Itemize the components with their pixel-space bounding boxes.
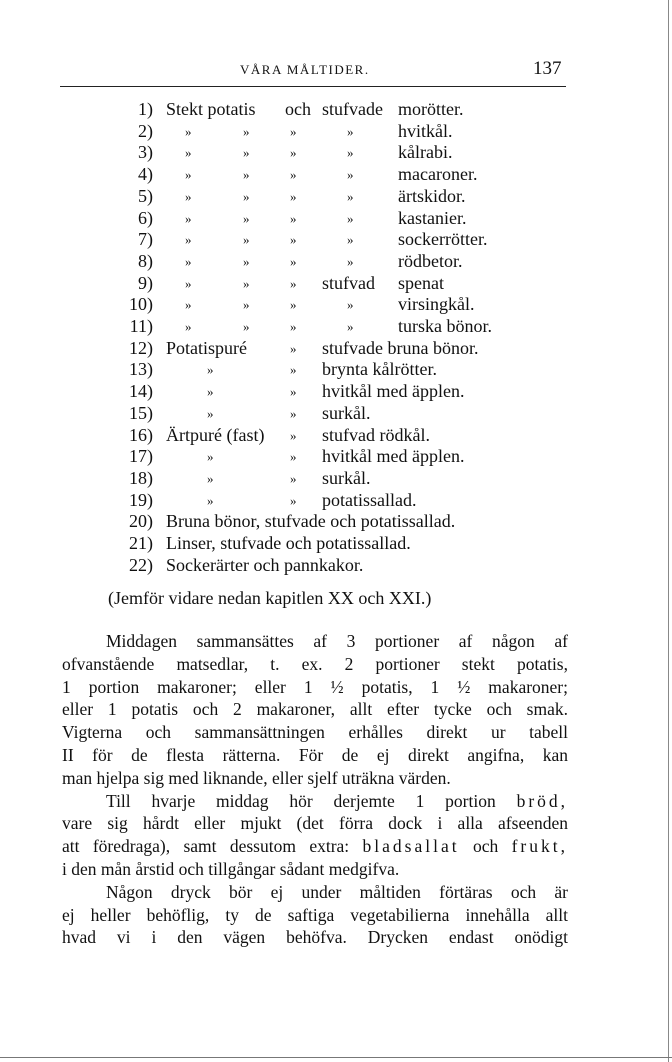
ditto-mark: » bbox=[290, 427, 297, 443]
ditto-mark: » bbox=[207, 362, 214, 378]
page-number: 137 bbox=[533, 58, 562, 79]
item-vegetable: turska bönor. bbox=[398, 316, 492, 336]
menu-item bbox=[0, 229, 672, 251]
footnote: (Jemför vidare nedan kapitlen XX och XXI.) bbox=[108, 588, 432, 608]
ditto-mark: » bbox=[347, 188, 354, 204]
menu-item bbox=[0, 338, 672, 360]
ditto-mark: » bbox=[290, 340, 297, 356]
item-number: 14) bbox=[129, 381, 153, 402]
menu-item bbox=[0, 490, 672, 512]
menu-item bbox=[0, 381, 672, 403]
item-number: 3) bbox=[138, 142, 153, 163]
item-side: potatissallad. bbox=[322, 489, 417, 510]
item-number: 7) bbox=[138, 229, 153, 250]
emphasized-word: bröd, bbox=[516, 790, 569, 811]
menu-item bbox=[0, 99, 672, 121]
ditto-mark: » bbox=[185, 167, 192, 183]
item-number: 4) bbox=[138, 164, 153, 185]
item-number: 9) bbox=[138, 272, 153, 293]
item-side: brynta kålrötter. bbox=[322, 359, 437, 380]
item-text: Linser, stufvade och potatissallad. bbox=[166, 533, 411, 553]
ditto-mark: » bbox=[243, 145, 250, 161]
paragraph-2 bbox=[62, 790, 568, 881]
item-number: 22) bbox=[129, 554, 153, 575]
item-number: 1) bbox=[138, 99, 153, 119]
paragraph-line: Någon dryck bör ej under måltiden förtäras och är bbox=[106, 881, 568, 902]
text-run: att föredraga), samt dessutom extra: bbox=[62, 836, 350, 857]
ditto-mark: » bbox=[243, 123, 250, 139]
ditto-mark: » bbox=[290, 362, 297, 378]
ditto-mark: » bbox=[347, 167, 354, 183]
ditto-mark: » bbox=[243, 275, 250, 291]
item-vegetable: macaroner. bbox=[398, 164, 478, 185]
ditto-mark: » bbox=[290, 210, 297, 226]
ditto-mark: » bbox=[207, 384, 214, 400]
item-number: 10) bbox=[129, 294, 153, 315]
item-number: 5) bbox=[138, 185, 153, 206]
ditto-mark: » bbox=[347, 210, 354, 226]
item-number: 12) bbox=[129, 337, 153, 358]
ditto-mark: » bbox=[185, 253, 192, 269]
menu-item bbox=[0, 208, 672, 230]
paragraph-line: vare sig hårdt eller mjukt (det förra dock i alla afseenden bbox=[62, 813, 568, 834]
paragraph-1 bbox=[62, 630, 568, 790]
ditto-mark: » bbox=[347, 253, 354, 269]
ditto-mark: » bbox=[290, 405, 297, 421]
item-number: 15) bbox=[129, 402, 153, 423]
item-number: 17) bbox=[129, 446, 153, 467]
ditto-mark: » bbox=[290, 470, 297, 486]
text-run: Till hvarje middag hör derjemte 1 portion bbox=[106, 790, 496, 811]
ditto-mark: » bbox=[290, 253, 297, 269]
item-side: surkål. bbox=[322, 467, 371, 488]
item-text: Sockerärter och pannkakor. bbox=[166, 554, 364, 575]
ditto-mark: » bbox=[243, 253, 250, 269]
ditto-mark: » bbox=[207, 470, 214, 486]
ditto-mark: » bbox=[347, 232, 354, 248]
item-vegetable: kålrabi. bbox=[398, 142, 453, 163]
ditto-mark: » bbox=[290, 167, 297, 183]
paragraph-line: Middagen sammansättes af 3 portioner af någon af bbox=[106, 631, 568, 651]
menu-item bbox=[0, 316, 672, 338]
ditto-mark: » bbox=[290, 297, 297, 313]
item-side: hvitkål med äpplen. bbox=[322, 381, 465, 402]
menu-item bbox=[0, 142, 672, 164]
paragraph-line: ej heller behöflig, ty de saftiga vegetabilierna innehålla allt bbox=[62, 904, 568, 925]
paragraph-line: ofvanstående matsedlar, t. ex. 2 portioner stekt potatis, bbox=[62, 653, 568, 674]
menu-item bbox=[0, 273, 672, 295]
menu-item bbox=[0, 555, 672, 577]
ditto-mark: » bbox=[290, 384, 297, 400]
item-number: 16) bbox=[129, 424, 153, 445]
menu-item bbox=[0, 425, 672, 447]
paragraph-3 bbox=[62, 881, 568, 949]
item-side: hvitkål med äpplen. bbox=[322, 446, 465, 467]
paragraph-line: i den mån årstid och tillgångar sådant medgifva. bbox=[62, 858, 400, 879]
menu-item bbox=[0, 121, 672, 143]
item-number: 11) bbox=[129, 316, 153, 336]
paragraph-line: 1 portion makaroner; eller 1 ½ potatis, 1 ½ makaroner; bbox=[62, 676, 568, 697]
paragraph-line: hvad vi i den vägen behöfva. Drycken endast onödigt bbox=[62, 927, 568, 948]
item-side: surkål. bbox=[322, 402, 371, 423]
menu-item bbox=[0, 164, 672, 186]
ditto-mark: » bbox=[347, 319, 354, 334]
menu-item bbox=[0, 533, 672, 555]
ditto-mark: » bbox=[347, 297, 354, 313]
paragraph-line: eller 1 potatis och 2 makaroner, allt efter tycke och smak. bbox=[62, 699, 568, 720]
item-number: 18) bbox=[129, 467, 153, 488]
ditto-mark: » bbox=[290, 232, 297, 248]
paragraph-line: II för de flesta rätterna. För de ej direkt angifna, kan bbox=[62, 744, 568, 765]
paragraph-line bbox=[62, 835, 568, 858]
item-base: Potatispuré bbox=[166, 337, 247, 358]
ditto-mark: » bbox=[185, 297, 192, 313]
emphasized-word: frukt, bbox=[511, 836, 568, 857]
menu-item bbox=[0, 186, 672, 208]
item-vegetable: hvitkål. bbox=[398, 120, 453, 141]
ditto-mark: » bbox=[207, 449, 214, 465]
ditto-mark: » bbox=[290, 449, 297, 465]
text-run: och bbox=[472, 836, 499, 857]
item-base: Ärtpuré (fast) bbox=[166, 424, 265, 445]
ditto-mark: » bbox=[185, 232, 192, 248]
ditto-mark: » bbox=[185, 210, 192, 226]
ditto-mark: » bbox=[290, 123, 297, 139]
item-vegetable: kastanier. bbox=[398, 207, 467, 228]
ditto-mark: » bbox=[185, 188, 192, 204]
ditto-mark: » bbox=[185, 145, 192, 161]
ditto-mark: » bbox=[243, 167, 250, 183]
running-header: VÅRA MÅLTIDER. bbox=[240, 62, 370, 77]
item-vegetable: ärtskidor. bbox=[398, 185, 466, 206]
ditto-mark: » bbox=[243, 188, 250, 204]
ditto-mark: » bbox=[185, 319, 192, 334]
item-vegetable: morötter. bbox=[398, 99, 464, 119]
paragraph-line: Vigterna och sammansättningen erhålles direkt ur tabell bbox=[62, 722, 568, 743]
item-vegetable: sockerrötter. bbox=[398, 229, 488, 250]
paragraph-line: man hjelpa sig med liknande, eller sjelf uträkna värden. bbox=[62, 767, 451, 788]
item-number: 8) bbox=[138, 250, 153, 271]
item-number: 20) bbox=[129, 511, 153, 532]
ditto-mark: » bbox=[207, 405, 214, 421]
item-connector: och bbox=[285, 99, 311, 119]
ditto-mark: » bbox=[347, 145, 354, 161]
ditto-mark: » bbox=[290, 188, 297, 204]
menu-item bbox=[0, 403, 672, 425]
ditto-mark: » bbox=[290, 275, 297, 291]
menu-item bbox=[0, 511, 672, 533]
item-number: 2) bbox=[138, 120, 153, 141]
item-vegetable: rödbetor. bbox=[398, 250, 463, 271]
ditto-mark: » bbox=[243, 232, 250, 248]
menu-item bbox=[0, 359, 672, 381]
item-side: stufvade bruna bönor. bbox=[322, 337, 479, 358]
paragraph-line bbox=[62, 790, 568, 813]
ditto-mark: » bbox=[185, 275, 192, 291]
ditto-mark: » bbox=[290, 145, 297, 161]
item-base: Stekt potatis bbox=[166, 99, 256, 119]
menu-item bbox=[0, 446, 672, 468]
ditto-mark: » bbox=[185, 123, 192, 139]
item-number: 6) bbox=[138, 207, 153, 228]
item-method: stufvad bbox=[322, 272, 375, 293]
ditto-mark: » bbox=[347, 123, 354, 139]
item-number: 19) bbox=[129, 489, 153, 510]
item-side: stufvad rödkål. bbox=[322, 424, 430, 445]
item-number: 21) bbox=[129, 533, 153, 553]
item-vegetable: spenat bbox=[398, 272, 444, 293]
ditto-mark: » bbox=[243, 297, 250, 313]
header-rule bbox=[60, 86, 566, 87]
emphasized-word: bladsallat bbox=[362, 836, 460, 857]
item-vegetable: virsingkål. bbox=[398, 294, 475, 315]
menu-item bbox=[0, 468, 672, 490]
menu-item bbox=[0, 251, 672, 273]
item-number: 13) bbox=[129, 359, 153, 380]
ditto-mark: » bbox=[243, 210, 250, 226]
menu-item bbox=[0, 294, 672, 316]
item-text: Bruna bönor, stufvade och potatissallad. bbox=[166, 511, 456, 532]
ditto-mark: » bbox=[290, 492, 297, 508]
ditto-mark: » bbox=[207, 492, 214, 508]
ditto-mark: » bbox=[243, 319, 250, 334]
page-edge-bottom bbox=[0, 1057, 672, 1058]
item-method: stufvade bbox=[322, 99, 383, 119]
ditto-mark: » bbox=[290, 319, 297, 334]
